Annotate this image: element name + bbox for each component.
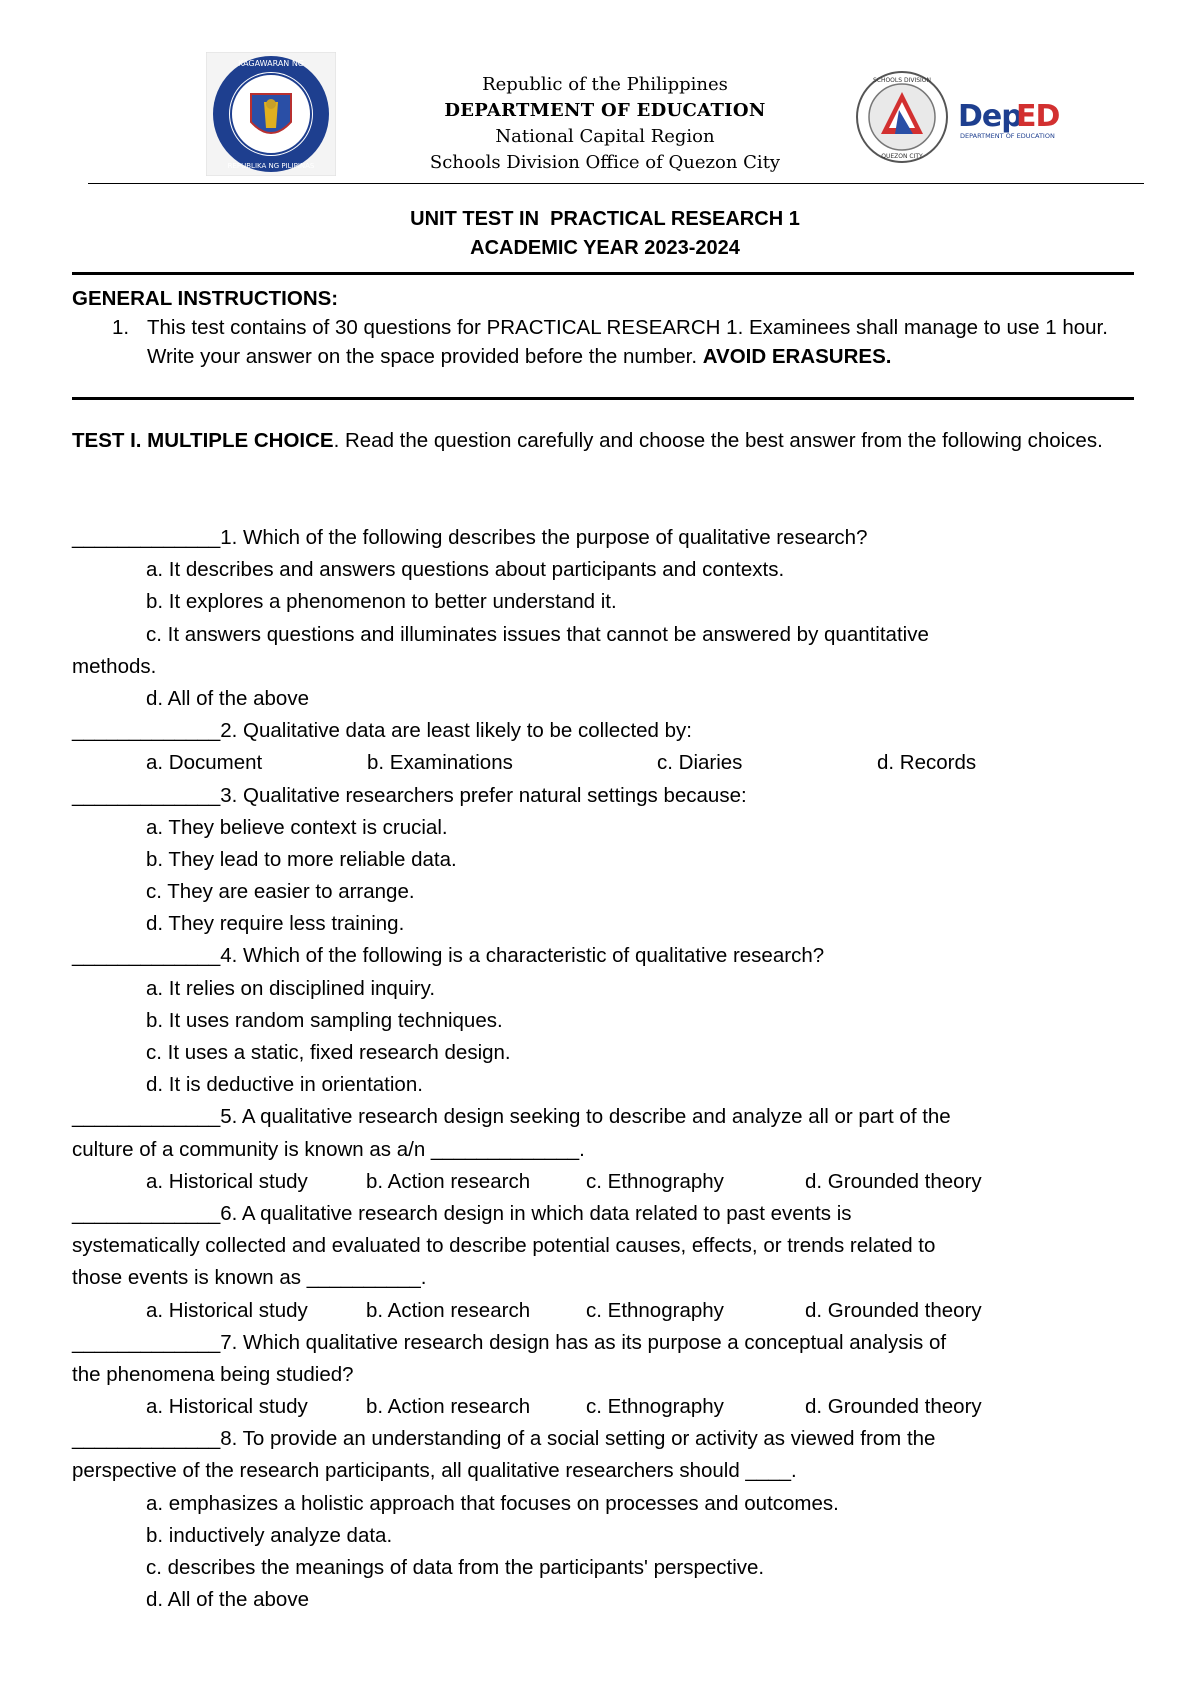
choices-row [72,1391,1152,1423]
choice-d: d. All of the above [146,1588,309,1612]
header-divider [88,183,1144,184]
answer-blank[interactable]: _____________ [72,526,221,549]
answer-blank[interactable]: _____________ [72,719,221,743]
svg-text:KAGAWARAN NG: KAGAWARAN NG [237,59,305,68]
instructions-heading: GENERAL INSTRUCTIONS: [72,287,339,310]
division-seal-icon [855,70,949,164]
answer-blank[interactable]: _____________ [72,783,221,807]
question-8 [72,1423,1152,1455]
answer-blank[interactable]: _____________ [72,1105,221,1129]
choice-b: b. They lead to more reliable data. [146,847,457,871]
choice-d: d. All of the above [146,686,309,710]
choice-c: c. It answers questions and illuminates issues that cannot be answered by quantitative [146,622,929,646]
svg-text:Dep: Dep [958,99,1022,134]
question-4 [72,940,1152,972]
choice-a: a. Historical study [146,1298,308,1322]
choice-c: c. Ethnography [586,1298,724,1322]
choice-d: d. Records [877,751,977,775]
question-text: 6. A qualitative research design in which data related to past events is [220,1201,852,1225]
svg-text:SCHOOLS DIVISION: SCHOOLS DIVISION [872,77,932,84]
question-7 [72,1327,1152,1359]
choices-row [72,747,1152,779]
question-text: 4. Which of the following is a characteristic of qualitative research? [220,944,825,968]
region-line: National Capital Region [495,126,715,147]
test-directions: . Read the question carefully and choose the best answer from the following choices. [333,429,1103,452]
title-line-1: UNIT TEST IN PRACTICAL RESEARCH 1 [410,208,800,230]
choice-c: c. They are easier to arrange. [146,880,415,904]
choice-c: c. Ethnography [586,1395,724,1419]
choice-c: c. Diaries [657,751,743,775]
question-3 [72,780,1152,812]
choice-c: c. Ethnography [586,1169,724,1193]
choice-b: b. Examinations [367,751,513,775]
question-text-continued: perspective of the research participants, all qualitative researchers should ____. [72,1459,797,1483]
question-text: 3. Qualitative researchers prefer natural settings because: [220,783,747,807]
department-line: DEPARTMENT OF EDUCATION [444,100,766,121]
question-text: 1. Which of the following describes the purpose of qualitative research? [220,526,868,549]
questions-list [72,522,1152,1616]
instruction-emphasis: AVOID ERASURES. [702,345,892,368]
question-5 [72,1101,1152,1133]
title-rule [72,272,1134,275]
answer-blank[interactable]: _____________ [72,944,221,968]
instruction-number: 1. [112,316,130,339]
test-heading [72,425,1142,457]
svg-text:ED: ED [1016,99,1060,134]
answer-blank[interactable]: _____________ [72,1201,221,1225]
question-text-continued: systematically collected and evaluated to describe potential causes, effects, or trends related to [72,1234,936,1258]
division-line: Schools Division Office of Quezon City [429,152,781,173]
deped-logo-icon [958,96,1074,144]
kagawaran-seal-icon [206,52,336,176]
choices-row [72,1166,1152,1198]
choice-c: c. It uses a static, fixed research design. [146,1041,511,1064]
choice-d: d. It is deductive in orientation. [146,1073,423,1097]
question-text: 5. A qualitative research design seeking to describe and analyze all or part of the [220,1105,951,1129]
exam-title [200,205,1010,263]
choice-d: d. Grounded theory [805,1298,982,1322]
choice-b: b. It explores a phenomenon to better understand it. [146,590,617,614]
svg-text:DEPARTMENT OF EDUCATION: DEPARTMENT OF EDUCATION [960,132,1055,140]
choice-a: a. Document [146,751,263,775]
test-label: TEST I. MULTIPLE CHOICE [72,429,334,452]
svg-text:QUEZON CITY: QUEZON CITY [881,153,923,160]
choice-b: b. Action research [366,1298,531,1322]
document-header [0,0,1200,200]
question-text-continued: culture of a community is known as a/n _____________. [72,1137,585,1161]
question-text: 7. Which qualitative research design has as its purpose a conceptual analysis of [220,1330,947,1354]
choice-d: d. They require less training. [146,912,405,936]
question-text: 8. To provide an understanding of a social setting or activity as viewed from the [220,1427,936,1451]
choice-d: d. Grounded theory [805,1169,982,1193]
choice-a: a. Historical study [146,1169,308,1193]
question-6 [72,1198,1152,1230]
question-1 [72,522,1152,554]
choices-row [72,1295,1152,1327]
header-text [400,72,810,176]
choice-a: a. They believe context is crucial. [146,815,448,839]
choice-b: b. It uses random sampling techniques. [146,1008,503,1032]
choice-a: a. Historical study [146,1395,308,1419]
title-line-2: ACADEMIC YEAR 2023-2024 [470,237,740,259]
choice-d: d. Grounded theory [805,1395,982,1419]
choice-a: a. emphasizes a holistic approach that focuses on processes and outcomes. [146,1491,839,1515]
choice-b: b. Action research [366,1395,531,1419]
instruction-text [147,313,1147,371]
choice-b: b. inductively analyze data. [146,1523,393,1547]
republic-line: Republic of the Philippines [482,74,728,95]
choice-c-continued: methods. [72,654,157,678]
choice-a: a. It relies on disciplined inquiry. [146,976,436,1000]
answer-blank[interactable]: _____________ [72,1427,221,1451]
choice-b: b. Action research [366,1169,531,1193]
question-text: 2. Qualitative data are least likely to be collected by: [220,719,692,743]
question-2 [72,715,1152,747]
question-text-continued: the phenomena being studied? [72,1362,354,1386]
instructions-rule [72,397,1134,400]
instruction-body: This test contains of 30 questions for PRACTICAL RESEARCH 1. Examinees shall manage to use 1 hour. Write your answer on the space provided before the number. [147,316,1108,368]
svg-text:REPUBLIKA NG PILIPINAS: REPUBLIKA NG PILIPINAS [227,162,315,170]
choice-a: a. It describes and answers questions about participants and contexts. [146,558,785,582]
choice-c: c. describes the meanings of data from the participants' perspective. [146,1556,765,1579]
question-text-continued: those events is known as __________. [72,1266,427,1290]
answer-blank[interactable]: _____________ [72,1330,221,1354]
